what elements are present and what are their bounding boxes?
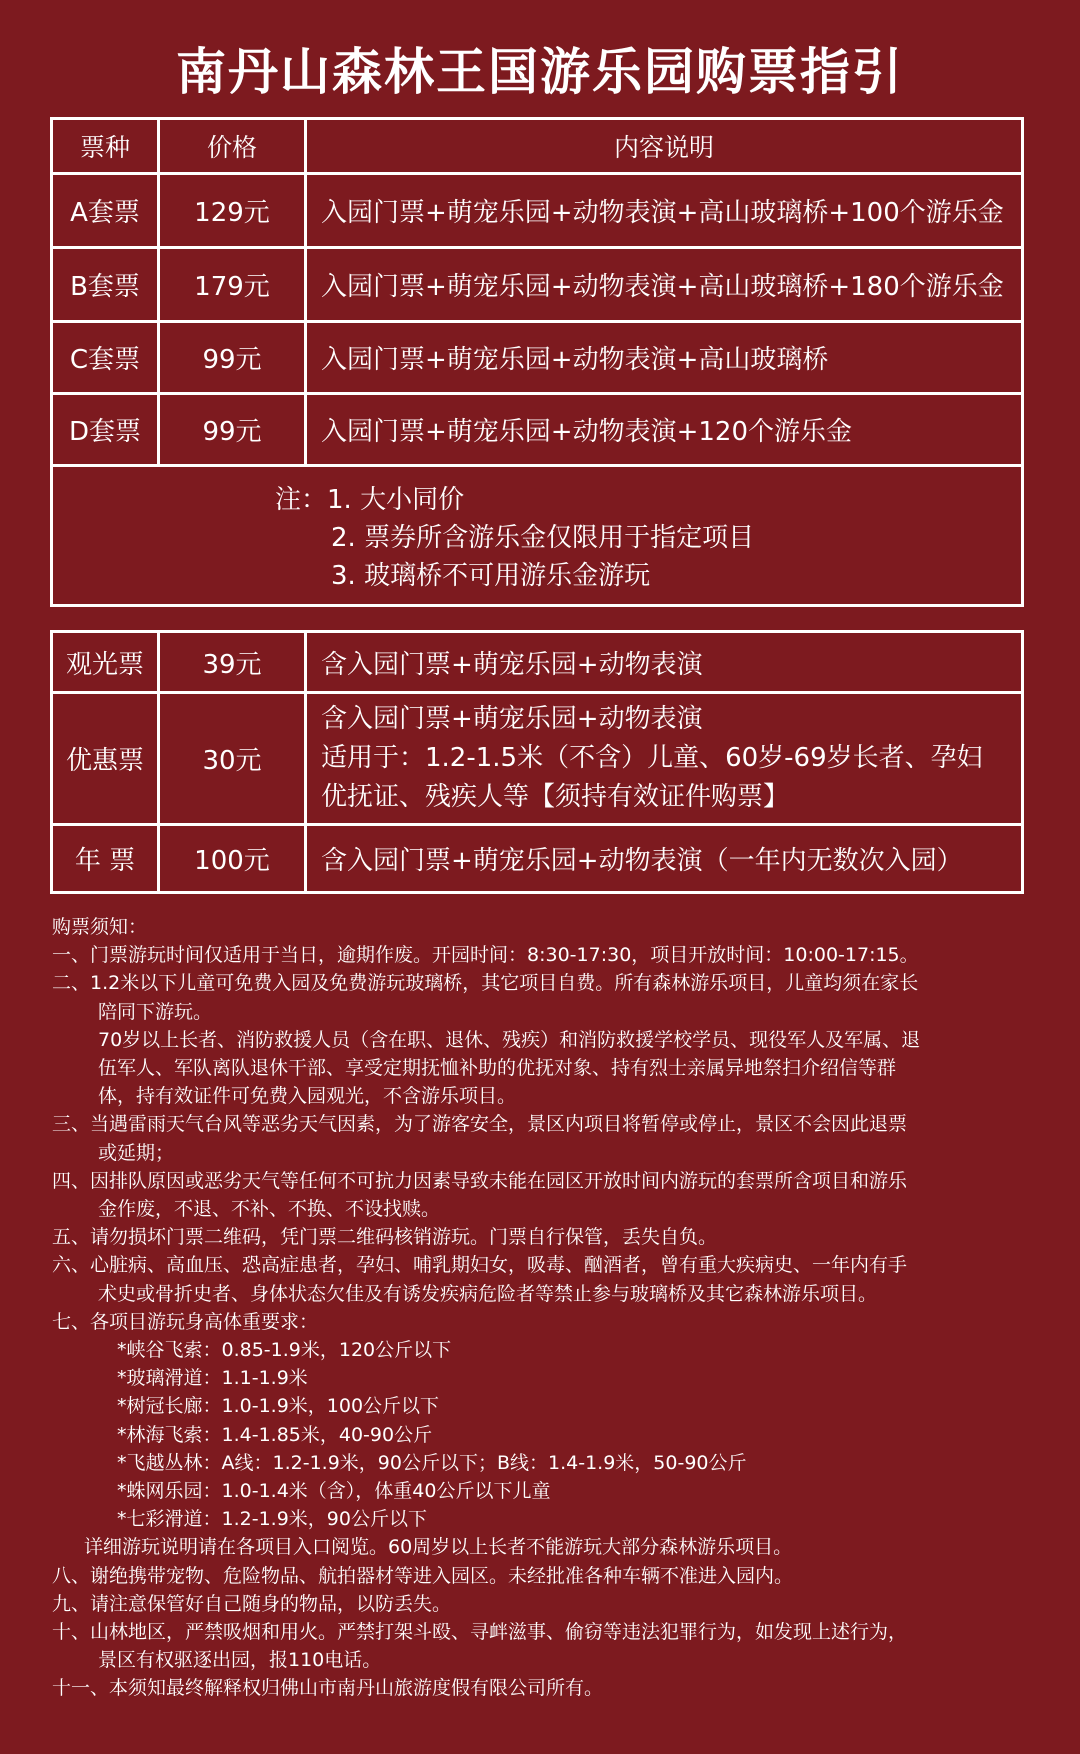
notice-item: 七、各项目游玩身高体重要求： [52,1310,319,1333]
height-requirement: *七彩滑道：1.2-1.9米，90公斤以下 [117,1508,427,1531]
height-requirement: *峡谷飞索：0.85-1.9米，120公斤以下 [117,1339,452,1362]
notice-item-cont: 70岁以上长者、消防救援人员（含在职、退休、残疾）和消防救援学校学员、现役军人及军属、退 [98,1028,921,1051]
table-row [53,694,1021,826]
notice-item-cont: 体，持有效证件可免费入园观光，不含游乐项目。 [98,1085,517,1108]
height-requirement: *飞越丛林：A线：1.2-1.9米，90公斤以下；B线：1.4-1.9米，50-90公斤 [117,1451,747,1474]
description-line: 适用于：1.2-1.5米（不含）儿童、60岁-69岁长者、孕妇 [321,743,983,773]
package-ticket-table [50,117,1024,607]
ticket-price: 99元 [160,395,307,464]
height-requirement: *蛛网乐园：1.0-1.4米（含），体重40公斤以下儿童 [117,1480,551,1503]
notice-item-cont: 或延期； [98,1141,175,1164]
notice-item: 四、因排队原因或恶劣天气等任何不可抗力因素导致未能在园区开放时间内游玩的套票所含项目和游乐 [52,1169,908,1192]
height-requirement: *玻璃滑道：1.1-1.9米 [117,1367,308,1390]
ticket-type: D套票 [53,395,160,464]
ticket-price: 39元 [160,633,307,691]
header-price: 价格 [160,120,307,172]
ticket-type: 观光票 [53,633,160,691]
notice-heading: 购票须知： [52,916,148,938]
notice-item: 十、山林地区，严禁吸烟和用火。严禁打架斗殴、寻衅滋事、偷窃等违法犯罪行为，如发现上述行为， [52,1621,908,1644]
notice-item-cont: 术史或骨折史者、身体状态欠佳及有诱发疾病危险者等禁止参与玻璃桥及其它森林游乐项目。 [98,1282,878,1305]
notice-item: 十一、本须知最终解释权归佛山市南丹山旅游度假有限公司所有。 [52,1677,604,1700]
note-line: 2. 票券所含游乐金仅限用于指定项目 [331,523,755,553]
ticket-type: A套票 [53,175,160,246]
header-description: 内容说明 [613,133,714,162]
notice-item: 一、门票游玩时间仅适用于当日，逾期作废。开园时间：8:30-17:30，项目开放时间：10:00-17:15。 [52,944,919,967]
table-row [53,633,1021,694]
ticket-description: 入园门票+萌宠乐园+动物表演+高山玻璃桥 [321,345,829,375]
table-notes [53,467,1021,604]
notice-item: 八、谢绝携带宠物、危险物品、航拍器材等进入园区。未经批准各种车辆不准进入园内。 [52,1564,794,1587]
notice-item: 九、请注意保管好自己随身的物品，以防丢失。 [52,1592,452,1615]
description-line: 含入园门票+萌宠乐园+动物表演 [321,704,703,734]
description-line: 优抚证、残疾人等【须持有效证件购票】 [321,782,790,812]
ticket-description: 入园门票+萌宠乐园+动物表演+高山玻璃桥+180个游乐金 [321,272,1004,302]
notice-item-cont: 陪同下游玩。 [98,1000,213,1023]
ticket-price: 100元 [160,826,307,891]
table-row [53,323,1021,395]
note-line: 注：1. 大小同价 [275,485,465,515]
height-requirement: *林海飞索：1.4-1.85米，40-90公斤 [117,1423,433,1446]
purchase-notice [52,913,1028,1703]
table-row [53,175,1021,249]
ticket-type: 年 票 [53,826,160,891]
table-row [53,826,1021,891]
ticket-description: 入园门票+萌宠乐园+动物表演+120个游乐金 [321,417,852,447]
ticket-description: 入园门票+萌宠乐园+动物表演+高山玻璃桥+100个游乐金 [321,198,1004,228]
ticket-price: 99元 [160,323,307,392]
ticket-description [307,694,1021,823]
notice-item: 五、请勿损坏门票二维码，凭门票二维码核销游玩。门票自行保管，丢失自负。 [52,1226,718,1249]
note-line: 3. 玻璃桥不可用游乐金游玩 [331,561,651,591]
ticket-description: 含入园门票+萌宠乐园+动物表演 [321,649,703,680]
single-ticket-table [50,630,1024,894]
notice-item-cont: 景区有权驱逐出园，报110电话。 [98,1649,382,1672]
notice-item: 三、当遇雷雨天气台风等恶劣天气因素，为了游客安全，景区内项目将暂停或停止，景区不会因此退票 [52,1113,908,1136]
table-row [53,395,1021,467]
ticket-description: 含入园门票+萌宠乐园+动物表演（一年内无数次入园） [321,846,963,876]
notice-item-cont: 伍军人、军队离队退休干部、享受定期抚恤补助的优抚对象、持有烈士亲属异地祭扫介绍信等群 [98,1057,897,1080]
ticket-price: 179元 [160,249,307,320]
ticket-type: 优惠票 [53,694,160,823]
notice-item-cont: 金作废，不退、不补、不换、不设找赎。 [98,1198,441,1221]
ticket-price: 129元 [160,175,307,246]
height-requirement: *树冠长廊：1.0-1.9米，100公斤以下 [117,1395,440,1418]
header-ticket-type: 票种 [53,120,160,172]
ticket-type: B套票 [53,249,160,320]
table-header-row [53,120,1021,175]
table-row [53,249,1021,323]
notice-item-cont: 详细游玩说明请在各项目入口阅览。60周岁以上长者不能游玩大部分森林游乐项目。 [84,1536,793,1559]
ticket-price: 30元 [160,694,307,823]
ticket-type: C套票 [53,323,160,392]
page-title: 南丹山森林王国游乐园购票指引 [176,43,904,101]
notice-item: 二、1.2米以下儿童可免费入园及免费游玩玻璃桥，其它项目自费。所有森林游乐项目，儿童均须在家长 [52,972,919,995]
notice-item: 六、心脏病、高血压、恐高症患者，孕妇、哺乳期妇女，吸毒、酗酒者，曾有重大疾病史、一年内有手 [52,1254,908,1277]
